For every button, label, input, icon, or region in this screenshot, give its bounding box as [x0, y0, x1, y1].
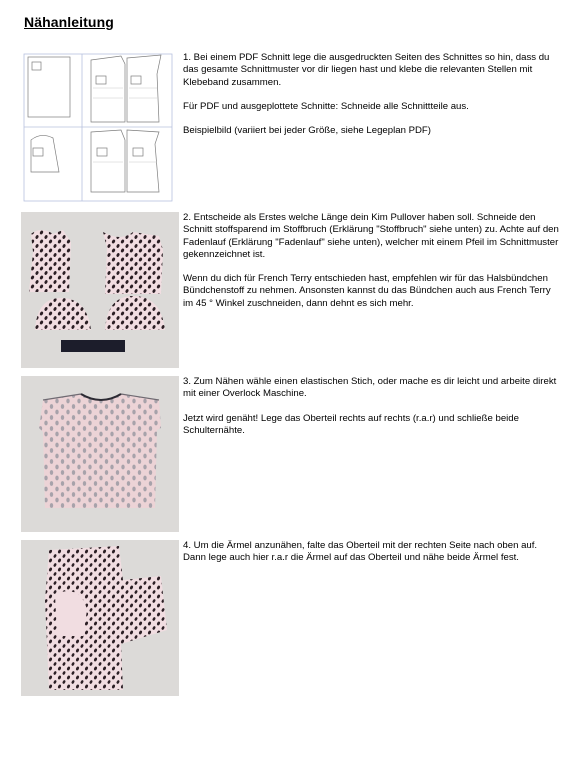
step-3-text	[183, 376, 559, 449]
shoulder-seams-image	[21, 376, 179, 532]
step-1-paragraph: Für PDF und ausgeplottete Schnitte: Schneide alle Schnittteile aus.	[183, 100, 469, 112]
step-4-paragraph: 4. Um die Ärmel anzunähen, falte das Oberteil mit der rechten Seite nach oben auf. Dann lege auch hier r.a.r die Ärmel auf das Oberteil und nähe beide Ärmel fest.	[183, 540, 538, 564]
step-3-paragraph: Jetzt wird genäht! Lege das Oberteil rechts auf rechts (r.a.r) und schließe beide Schulternähte.	[183, 412, 519, 436]
step-1-paragraph: Beispielbild (variiert bei jeder Größe, siehe Legeplan PDF)	[183, 125, 431, 137]
step-2	[21, 212, 561, 370]
cut-fabric-pieces-image	[21, 212, 179, 368]
step-4	[21, 540, 561, 698]
step-2-paragraph: 2. Entscheide als Erstes welche Länge dein Kim Pullover haben soll. Schneide den Schnitt stoffsparend im Stoffbruch (Erklärung "Stoffbruch" siehe unten) zu. Achte auf den Fadenlauf (Erklärung "Fadenlauf" siehe unten), welcher mit einem Pfeil im Schnittmuster gekennzeichnet ist.	[183, 212, 559, 260]
sleeves-sewing-image	[21, 540, 179, 696]
step-2-paragraph: Wenn du dich für French Terry entschieden hast, empfehlen wir für das Halsbündchen Bündchenstoff zu nehmen. Ansonsten kannst du das Bündchen auch aus French Terry im 45 ° Winkel zuschneiden, dann dehnt es sich mehr.	[183, 273, 551, 309]
page-title: Nähanleitung	[24, 14, 114, 30]
step-1-paragraph: 1. Bei einem PDF Schnitt lege die ausgedruckten Seiten des Schnittes so hin, dass du das gesamte Schnittmuster vor dir liegen hast und klebe die relevanten Stellen mit Klebeband zusammen.	[183, 52, 550, 88]
pattern-layout-image	[21, 52, 179, 204]
step-3-paragraph: 3. Zum Nähen wähle einen elastischen Stich, oder mache es dir leicht und arbeite direkt mit einer Overlock Maschine.	[183, 376, 557, 400]
step-3	[21, 376, 561, 534]
step-4-text	[183, 540, 559, 577]
step-1-text	[183, 52, 559, 149]
step-2-text	[183, 212, 559, 322]
step-1	[21, 52, 561, 210]
